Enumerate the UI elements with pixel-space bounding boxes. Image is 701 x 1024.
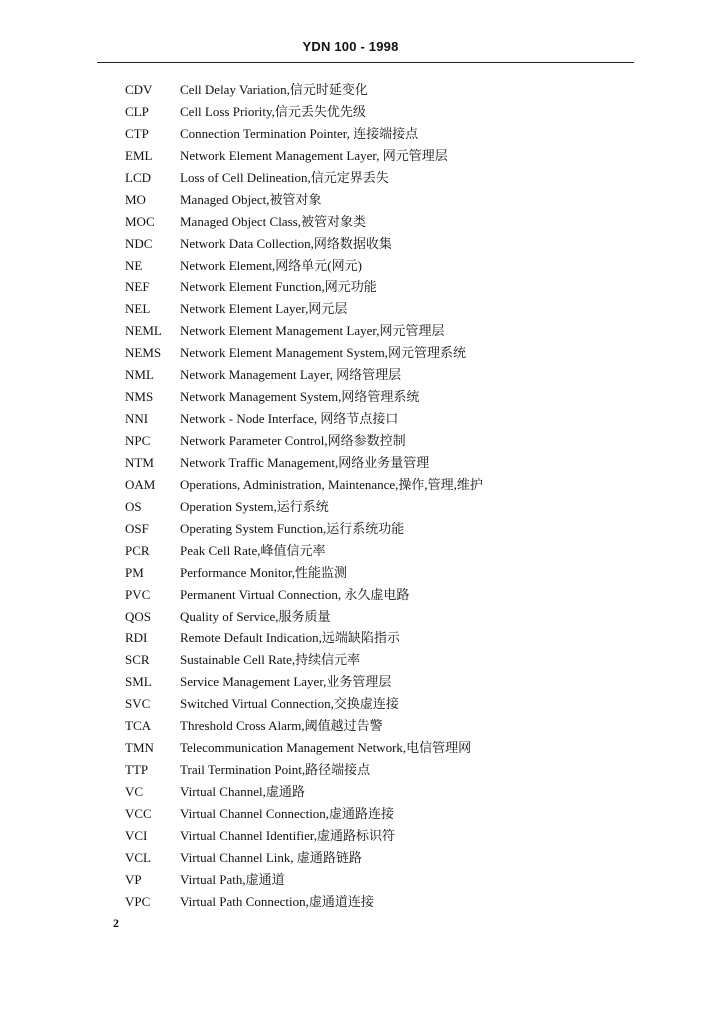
list-item: [0, 627, 701, 649]
abbreviation: RDI: [125, 630, 148, 646]
abbreviation: CTP: [125, 125, 149, 141]
list-item: [0, 847, 701, 869]
definition: Permanent Virtual Connection, 永久虚电路: [180, 586, 410, 602]
list-item: [0, 474, 701, 496]
abbreviation: SVC: [125, 696, 151, 712]
definition: Connection Termination Pointer, 连接端接点: [180, 125, 419, 141]
definition: Operating System Function,运行系统功能: [180, 520, 405, 536]
abbreviation: CLP: [125, 103, 149, 119]
abbreviation: PVC: [125, 586, 151, 602]
list-item: [0, 825, 701, 847]
abbreviation: NTM: [125, 454, 154, 470]
definition: Cell Loss Priority,信元丢失优先级: [180, 103, 366, 119]
abbreviation: NE: [125, 257, 143, 273]
abbreviation: NMS: [125, 389, 154, 405]
definition: Trail Termination Point,路径端接点: [180, 762, 371, 778]
definition: Network Element Management Layer, 网元管理层: [180, 147, 448, 163]
definition: Network Parameter Control,网络参数控制: [180, 433, 406, 448]
definition: Performance Monitor,性能监测: [180, 564, 348, 580]
list-item: [0, 452, 701, 474]
definition: Virtual Channel Link, 虚通路链路: [180, 849, 362, 865]
definition: Managed Object,被管对象: [180, 191, 322, 207]
definition: Virtual Channel Identifier,虚通路标识符: [180, 827, 395, 843]
definition: Operations, Administration, Maintenance,操作,管理,维护: [180, 476, 483, 492]
definition: Network Management Layer, 网络管理层: [180, 367, 402, 383]
definition: Network Element Management Layer,网元管理层: [180, 323, 445, 339]
abbreviation: TCA: [125, 718, 151, 734]
abbreviation: PM: [125, 564, 144, 580]
abbreviation: CDV: [125, 82, 153, 97]
list-item: [0, 430, 701, 452]
abbreviation: NEF: [125, 279, 150, 295]
abbreviation: MO: [125, 191, 146, 207]
definition: Virtual Channel,虚通路: [180, 784, 305, 799]
list-item: [0, 803, 701, 825]
list-item: [0, 781, 701, 803]
list-item: [0, 408, 701, 430]
definition: Network Element Function,网元功能: [180, 279, 377, 295]
list-item: [0, 145, 701, 167]
abbreviation: OSF: [125, 520, 149, 536]
definition: Sustainable Cell Rate,持续信元率: [180, 652, 361, 668]
definition: Managed Object Class,被管对象类: [180, 213, 366, 229]
list-item: [0, 298, 701, 320]
abbreviation: OAM: [125, 476, 156, 492]
list-item: [0, 364, 701, 386]
abbreviation: VPC: [125, 893, 151, 909]
abbreviation: TTP: [125, 762, 149, 778]
list-item: [0, 693, 701, 715]
list-item: [0, 211, 701, 233]
abbreviation: NEMS: [125, 345, 162, 361]
abbreviation: TMN: [125, 740, 154, 756]
list-item: [0, 233, 701, 255]
definition: Remote Default Indication,远端缺陷指示: [180, 630, 400, 646]
abbreviation: NPC: [125, 433, 151, 448]
list-item: [0, 276, 701, 298]
abbreviation: VCI: [125, 827, 148, 843]
abbreviation-list: [0, 79, 701, 913]
definition: Network Element Management System,网元管理系统: [180, 345, 466, 361]
definition: Loss of Cell Delineation,信元定界丢失: [180, 169, 389, 185]
definition: Network Element,网络单元(网元): [180, 257, 362, 273]
definition: Network Element Layer,网元层: [180, 301, 348, 317]
abbreviation: NNI: [125, 411, 149, 427]
abbreviation: NML: [125, 367, 154, 383]
abbreviation: SCR: [125, 652, 150, 668]
abbreviation: PCR: [125, 542, 150, 558]
definition: Threshold Cross Alarm,阈值越过告警: [180, 718, 383, 734]
definition: Virtual Channel Connection,虚通路连接: [180, 805, 395, 821]
definition: Virtual Path Connection,虚通道连接: [180, 893, 374, 909]
abbreviation: MOC: [125, 213, 155, 229]
list-item: [0, 342, 701, 364]
abbreviation: EML: [125, 147, 153, 163]
definition: Network Traffic Management,网络业务量管理: [180, 454, 430, 470]
page-header: YDN 100 - 1998: [302, 39, 399, 54]
page-number: 2: [113, 916, 119, 930]
list-item: [0, 562, 701, 584]
abbreviation: LCD: [125, 169, 151, 185]
abbreviation: QOS: [125, 608, 152, 624]
header-rule: [97, 62, 634, 63]
definition: Quality of Service,服务质量: [180, 608, 331, 624]
list-item: [0, 715, 701, 737]
list-item: [0, 123, 701, 145]
definition: Virtual Path,虚通道: [180, 871, 285, 887]
definition: Network Management System,网络管理系统: [180, 389, 420, 405]
abbreviation: VP: [125, 871, 142, 887]
list-item: [0, 649, 701, 671]
list-item: [0, 167, 701, 189]
abbreviation: NDC: [125, 235, 153, 251]
definition: Service Management Layer,业务管理层: [180, 674, 392, 690]
abbreviation: SML: [125, 674, 152, 690]
list-item: [0, 584, 701, 606]
list-item: [0, 79, 701, 101]
abbreviation: OS: [125, 498, 142, 514]
list-item: [0, 518, 701, 540]
list-item: [0, 869, 701, 891]
definition: Telecommunication Management Network,电信管理网: [180, 740, 472, 756]
abbreviation: NEL: [125, 301, 151, 317]
list-item: [0, 671, 701, 693]
abbreviation: VC: [125, 784, 144, 799]
definition: Switched Virtual Connection,交换虚连接: [180, 696, 399, 712]
list-item: [0, 759, 701, 781]
definition: Cell Delay Variation,信元时延变化: [180, 82, 368, 97]
definition: Peak Cell Rate,峰值信元率: [180, 542, 326, 558]
definition: Network - Node Interface, 网络节点接口: [180, 411, 399, 427]
list-item: [0, 189, 701, 211]
definition: Network Data Collection,网络数据收集: [180, 235, 392, 251]
abbreviation: VCC: [125, 805, 152, 821]
list-item: [0, 891, 701, 913]
definition: Operation System,运行系统: [180, 498, 329, 514]
abbreviation: VCL: [125, 849, 151, 865]
abbreviation: NEML: [125, 323, 162, 339]
list-item: [0, 496, 701, 518]
list-item: [0, 737, 701, 759]
list-item: [0, 606, 701, 628]
list-item: [0, 386, 701, 408]
list-item: [0, 101, 701, 123]
list-item: [0, 320, 701, 342]
list-item: [0, 540, 701, 562]
list-item: [0, 255, 701, 277]
